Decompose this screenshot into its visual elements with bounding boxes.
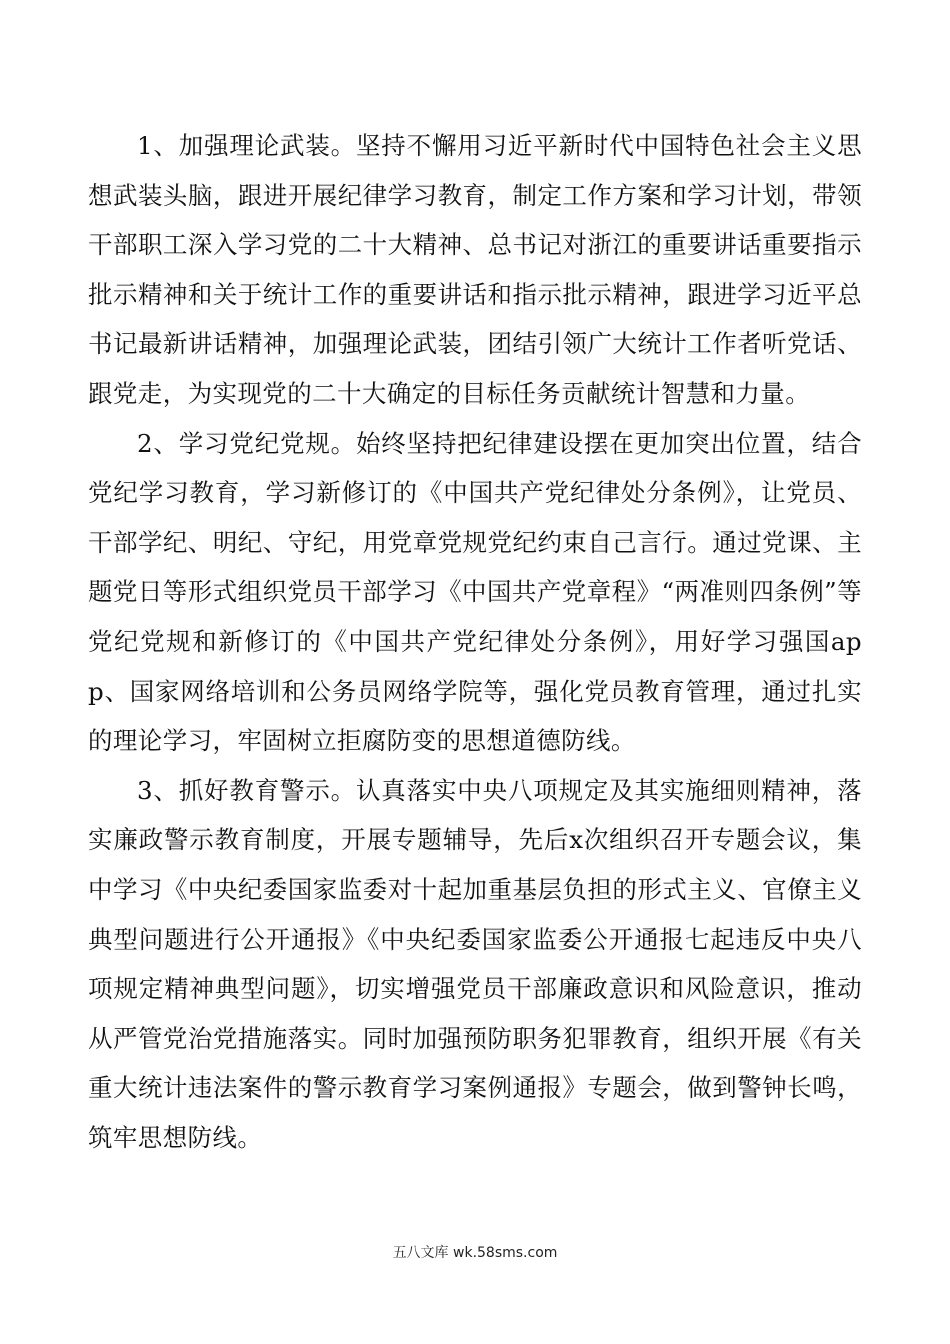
- document-body: [88, 121, 862, 1162]
- paragraph-1: 1、加强理论武装。坚持不懈用习近平新时代中国特色社会主义思想武装头脑，跟进开展纪律学习教育，制定工作方案和学习计划，带领干部职工深入学习党的二十大精神、总书记对浙江的重要讲话重要指示批示精神和关于统计工作的重要讲话和指示批示精神，跟进学习近平总书记最新讲话精神，加强理论武装，团结引领广大统计工作者听党话、跟党走，为实现党的二十大确定的目标任务贡献统计智慧和力量。: [88, 131, 862, 408]
- paragraph-3: 3、抓好教育警示。认真落实中央八项规定及其实施细则精神，落实廉政警示教育制度，开展专题辅导，先后x次组织召开专题会议，集中学习《中央纪委国家监委对十起加重基层负担的形式主义、官僚主义典型问题进行公开通报》《中央纪委国家监委公开通报七起违反中央八项规定精神典型问题》，切实增强党员干部廉政意识和风险意识，推动从严管党治党措施落实。同时加强预防职务犯罪教育，组织开展《有关重大统计违法案件的警示教育学习案例通报》专题会，做到警钟长鸣，筑牢思想防线。: [88, 775, 862, 1152]
- footer-watermark: 五八文库 wk.58sms.com: [392, 1245, 558, 1261]
- paragraph-2: 2、学习党纪党规。始终坚持把纪律建设摆在更加突出位置，结合党纪学习教育，学习新修订的《中国共产党纪律处分条例》，让党员、干部学纪、明纪、守纪，用党章党规党纪约束自己言行。通过党课、主题党日等形式组织党员干部学习《中国共产党章程》“两准则四条例”等党纪党规和新修订的《中国共产党纪律处分条例》，用好学习强国app、国家网络培训和公务员网络学院等，强化党员教育管理，通过扎实的理论学习，牢固树立拒腐防变的思想道德防线。: [88, 428, 862, 756]
